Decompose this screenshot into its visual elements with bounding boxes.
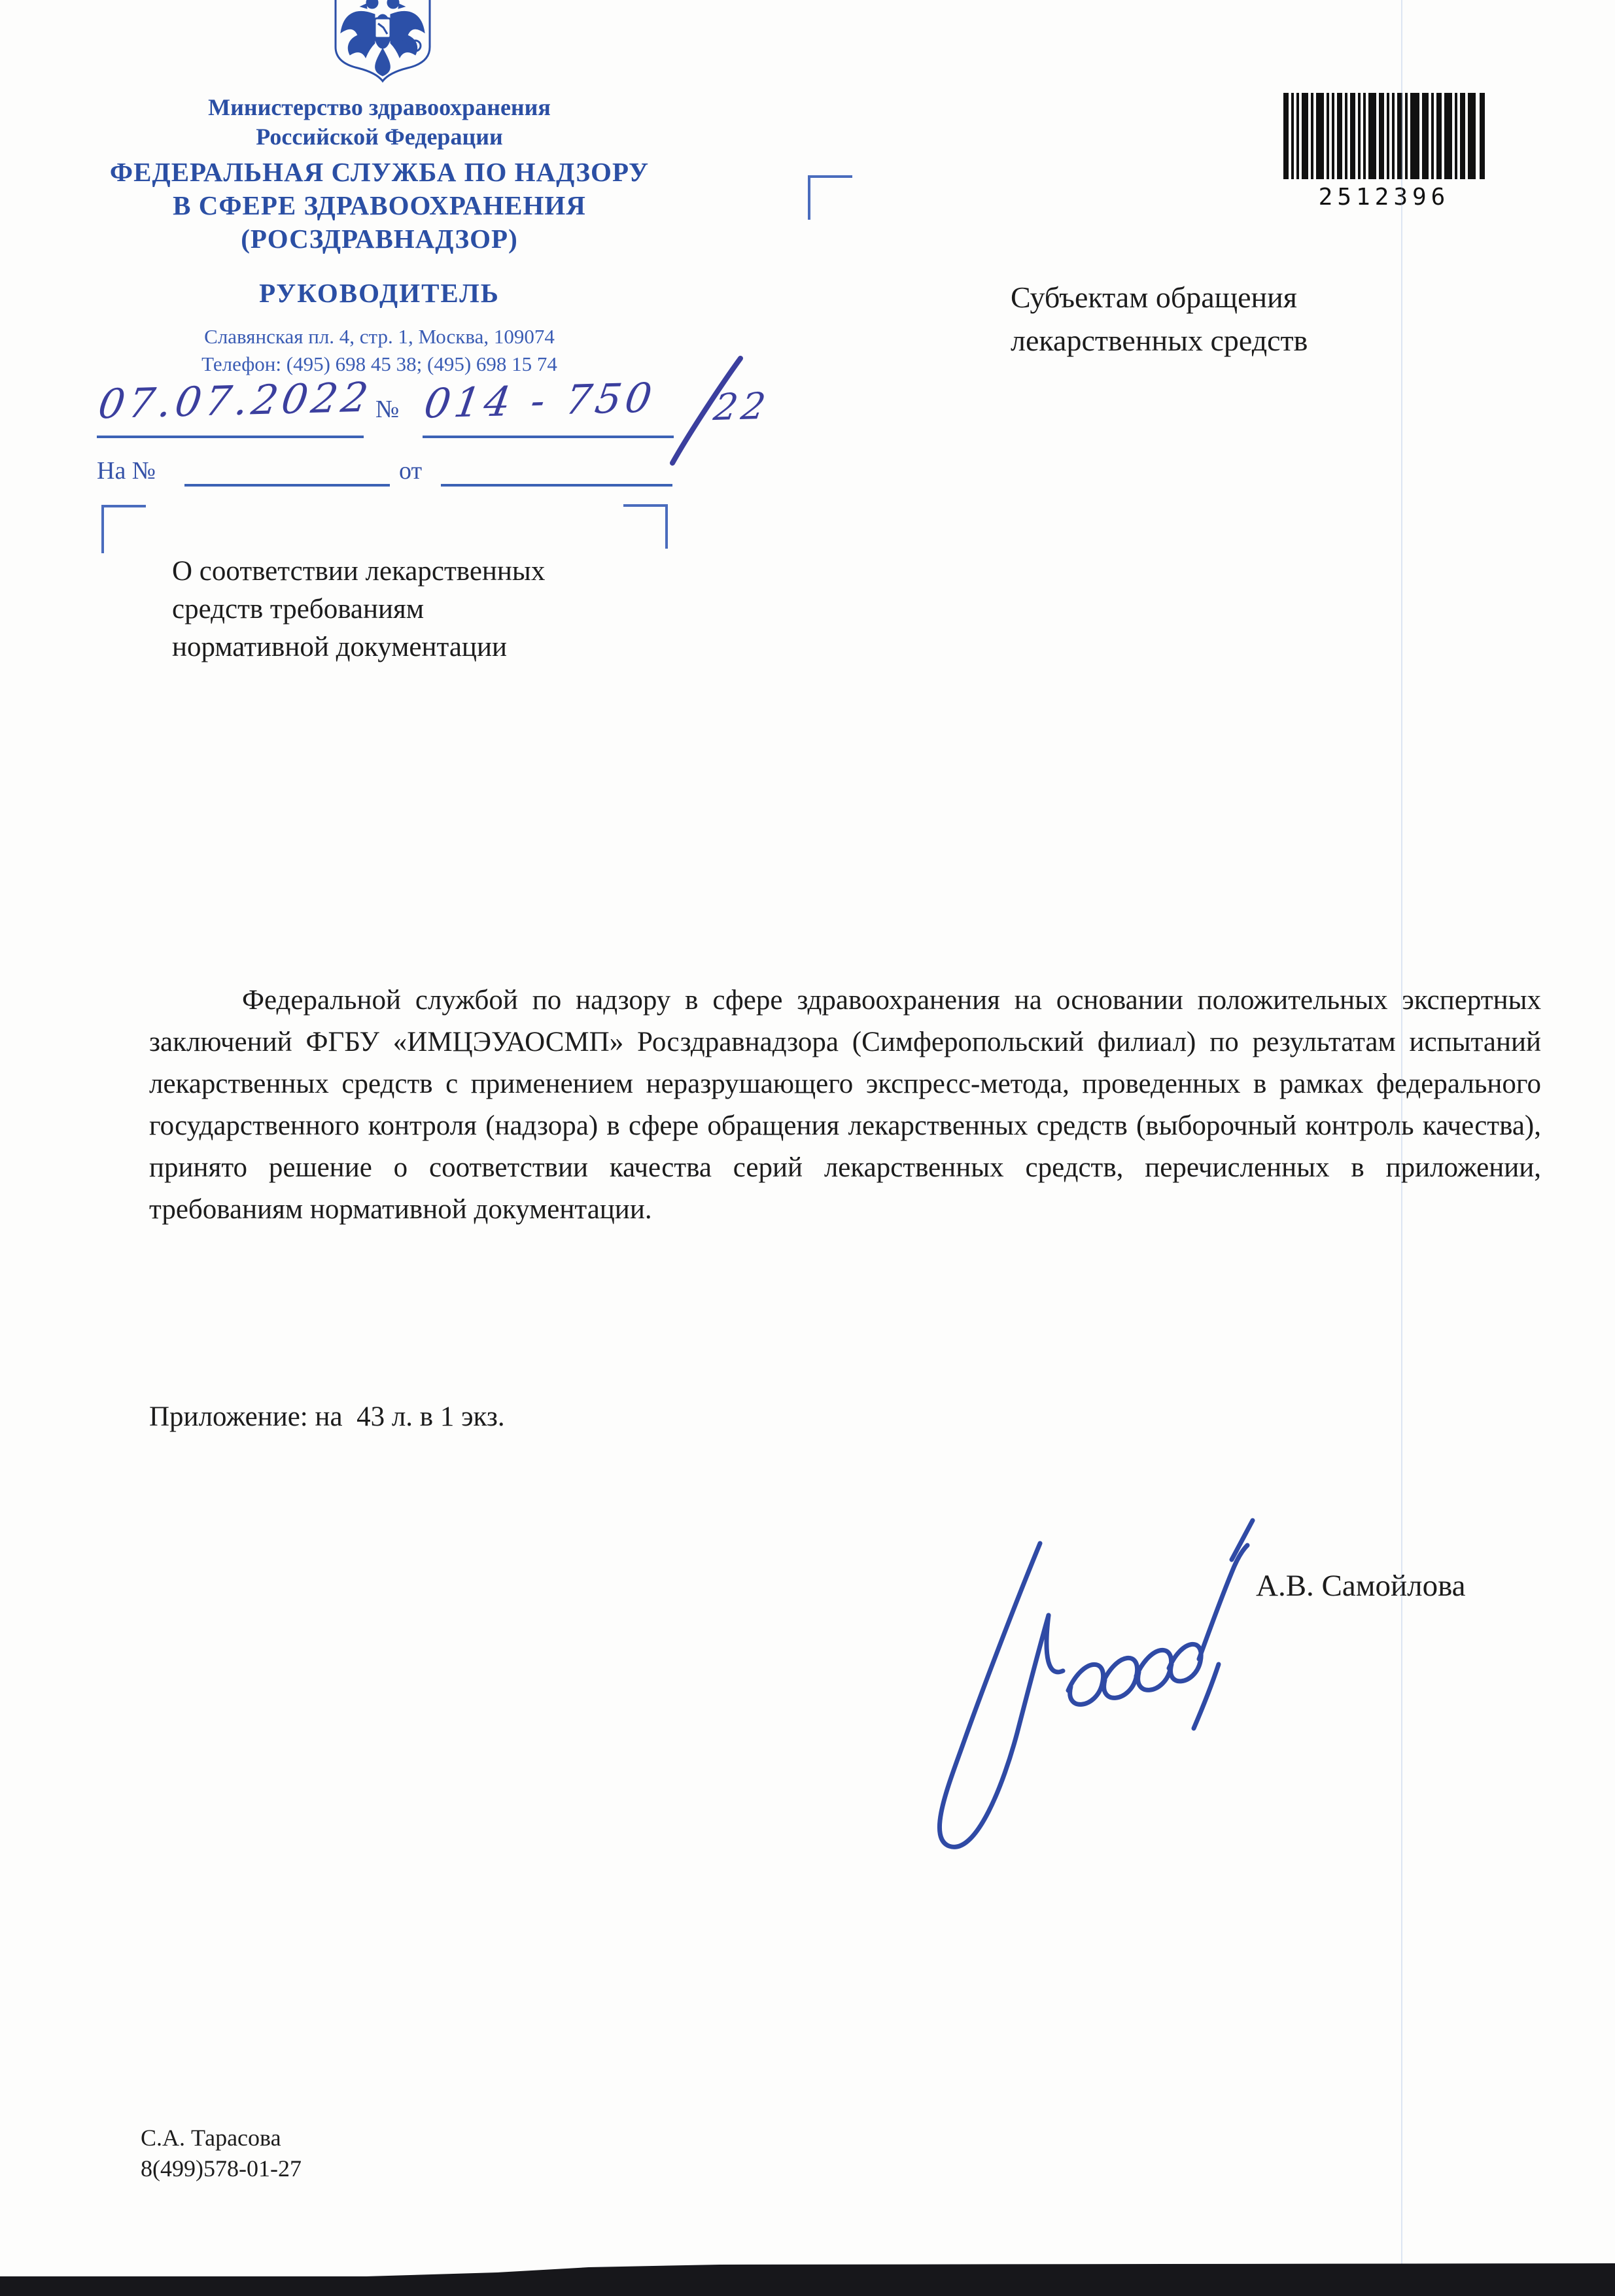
handwritten-signature-icon	[886, 1475, 1272, 1854]
agency-name	[92, 156, 667, 256]
letterhead-address: Славянская пл. 4, стр. 1, Москва, 109074	[204, 325, 555, 348]
ministry-line-2: Российской Федерации	[256, 124, 503, 150]
scan-artifact-vertical-line	[1401, 0, 1402, 2296]
reference-ot-underline	[441, 484, 672, 487]
recipient-line-1: Субъектам обращения	[1011, 281, 1297, 314]
barcode-number: 2512396	[1318, 184, 1450, 211]
reference-na-underline	[184, 484, 390, 487]
subject-zone-left-corner-mark	[101, 505, 146, 553]
subject-block	[172, 553, 545, 666]
recipient-zone-corner-mark	[808, 175, 852, 220]
ministry-name	[92, 93, 667, 152]
registration-barcode	[1283, 93, 1485, 211]
letterhead-phone: Телефон: (495) 698 45 38; (495) 698 15 74	[201, 352, 557, 375]
barcode-icon	[1283, 93, 1485, 179]
subject-line-1: О соответствии лекарственных	[172, 556, 546, 587]
executor-block	[141, 2123, 302, 2184]
agency-line-2: В СФЕРЕ ЗДРАВООХРАНЕНИЯ	[173, 190, 586, 220]
executor-name: С.А. Тарасова	[141, 2125, 281, 2151]
date-underline	[97, 436, 364, 438]
handwritten-number-suffix: 22	[710, 385, 773, 430]
recipient-block	[1011, 276, 1308, 362]
subject-line-2: средств требованиям	[172, 594, 425, 625]
body-paragraph: Федеральной службой по надзору в сфере здравоохранения на основании положительных экспертных заключений ФГБУ «ИМЦЭУАОСМП» Росздравнадзора (Симферопольский филиал) по результатам испытаний лекарственных средств с применением неразрушающего экспресс-метода, проведенных в рамках федерального государственного контроля (надзора) в сфере обращения лекарственных средств (выборочный контроль качества), принято решение о соответствии качества серий лекарственных средств, перечисленных в приложении, требованиям нормативной документации.	[149, 985, 1541, 1225]
reference-ot-label: от	[399, 457, 423, 485]
number-underline	[423, 436, 674, 438]
handwritten-outgoing-number: 014 - 750	[421, 373, 659, 428]
agency-line-3: (РОСЗДРАВНАДЗОР)	[241, 224, 518, 254]
handwritten-date: 07.07.2022	[95, 373, 375, 428]
executor-phone: 8(499)578-01-27	[141, 2155, 302, 2182]
subject-zone-right-corner-mark	[623, 504, 668, 549]
scan-artifact-bottom-edge	[0, 2263, 1615, 2296]
position-title: РУКОВОДИТЕЛЬ	[259, 278, 500, 308]
recipient-line-2: лекарственных средств	[1011, 324, 1308, 357]
agency-line-1: ФЕДЕРАЛЬНАЯ СЛУЖБА ПО НАДЗОРУ	[109, 157, 650, 187]
number-sign: №	[375, 396, 400, 423]
reference-na-label: На №	[97, 457, 156, 485]
letterhead-contacts	[92, 323, 667, 378]
subject-line-3: нормативной документации	[172, 632, 507, 662]
attachment-line: Приложение: на 43 л. в 1 экз.	[149, 1401, 505, 1432]
ministry-line-1: Министерство здравоохранения	[208, 94, 551, 120]
signer-name: А.В. Самойлова	[1256, 1569, 1466, 1603]
russia-coat-of-arms-icon	[329, 0, 436, 88]
